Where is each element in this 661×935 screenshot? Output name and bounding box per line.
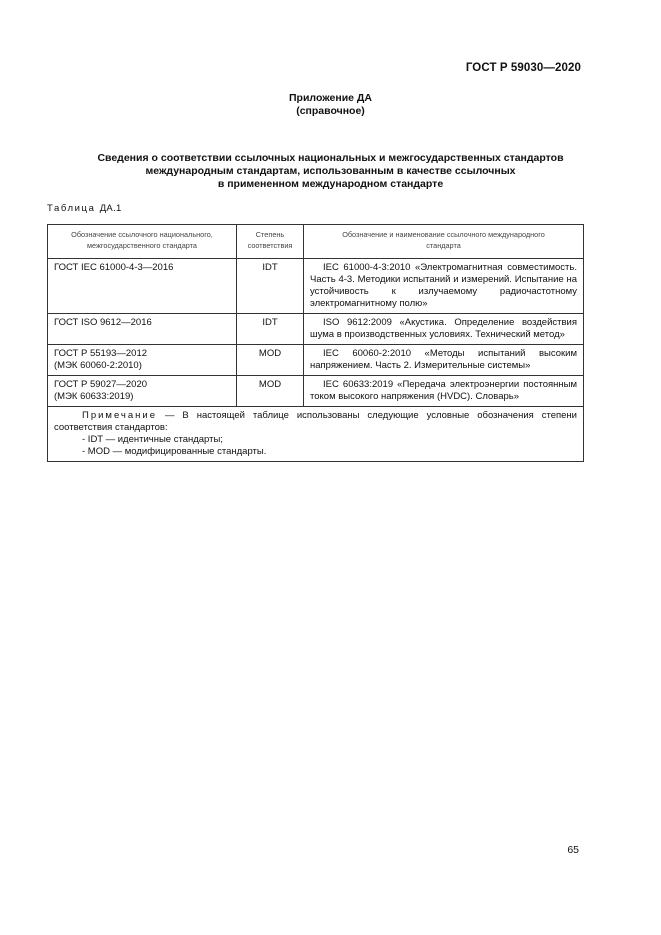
national-standard-iec-ref: (МЭК 60060-2:2010): [54, 360, 142, 371]
national-standard-code: ГОСТ Р 59027—2020: [54, 379, 148, 390]
annex-heading: [0, 92, 661, 118]
national-standard-cell: [48, 345, 237, 376]
national-standard-code: ГОСТ ISO 9612—2016: [54, 317, 152, 328]
header-national-line-2: межгосударственного стандарта: [87, 240, 197, 250]
note-item-mod: - MOD — модифицированные стандарты.: [82, 446, 267, 457]
annex-section-heading: [40, 152, 621, 191]
international-standard-cell: ISO 9612:2009 «Акустика. Определение воздействия шума в производственных условиях. Технический метод»: [304, 314, 584, 345]
table-note-row: [48, 407, 584, 462]
international-standard-cell: IEC 60060-2:2010 «Методы испытаний высоким напряжением. Часть 2. Измерительные системы»: [304, 345, 584, 376]
header-international-standard: [304, 225, 584, 259]
header-national-line-1: Обозначение ссылочного национального,: [71, 230, 213, 239]
table-note: [48, 407, 584, 462]
degree-cell: IDT: [237, 259, 304, 314]
table-caption-number: ДА.1: [99, 203, 122, 214]
national-standard-iec-ref: (МЭК 60633:2019): [54, 391, 134, 402]
document-code: ГОСТ Р 59030—2020: [465, 62, 581, 74]
note-item-idt: - IDT — идентичные стандарты;: [82, 434, 223, 445]
national-standard-code: ГОСТ Р 55193—2012: [54, 348, 148, 359]
header-degree-line-2: соответствия: [247, 240, 293, 250]
international-standard-cell: IEC 61000-4-3:2010 «Электромагнитная совместимость. Часть 4-3. Методики испытаний и измерений. Испытание на устойчивость к излучаемому радиочастотному электромагнитному полю»: [304, 259, 584, 314]
heading-line-2: международным стандартам, использованным в качестве ссылочных: [145, 165, 516, 177]
header-international-line-2: стандарта: [426, 240, 461, 250]
note-text: — В настоящей таблице использованы следующие условные обозначения степени соответствия стандартов:: [54, 410, 577, 433]
national-standard-cell: [48, 376, 237, 407]
table-caption: [47, 203, 122, 214]
degree-cell: IDT: [237, 314, 304, 345]
table-row: [48, 314, 584, 345]
national-standard-cell: [48, 314, 237, 345]
international-standard-cell: IEC 60633:2019 «Передача электроэнергии постоянным током высокого напряжения (HVDC). Словарь»: [304, 376, 584, 407]
table-caption-label: Таблица: [47, 203, 96, 214]
note-label: Примечание: [82, 410, 157, 421]
page-number: 65: [567, 844, 579, 856]
header-international-line-1: Обозначение и наименование ссылочного международного: [342, 230, 545, 239]
degree-cell: MOD: [237, 345, 304, 376]
table-row: [48, 345, 584, 376]
annex-title: Приложение ДА: [289, 92, 372, 104]
annex-subtitle: (справочное): [296, 105, 365, 117]
national-standard-code: ГОСТ IEC 61000-4-3—2016: [54, 262, 174, 273]
table-row: [48, 259, 584, 314]
correspondence-table: [47, 224, 584, 462]
header-degree-line-1: Степень: [255, 230, 285, 239]
degree-cell: MOD: [237, 376, 304, 407]
table-header-row: [48, 225, 584, 259]
heading-line-1: Сведения о соответствии ссылочных национальных и межгосударственных стандартов: [97, 152, 564, 164]
table-row: [48, 376, 584, 407]
national-standard-cell: [48, 259, 237, 314]
heading-line-3: в примененном международном стандарте: [217, 178, 444, 190]
header-degree: [237, 225, 304, 259]
header-national-standard: [48, 225, 237, 259]
note-paragraph: [54, 410, 577, 434]
